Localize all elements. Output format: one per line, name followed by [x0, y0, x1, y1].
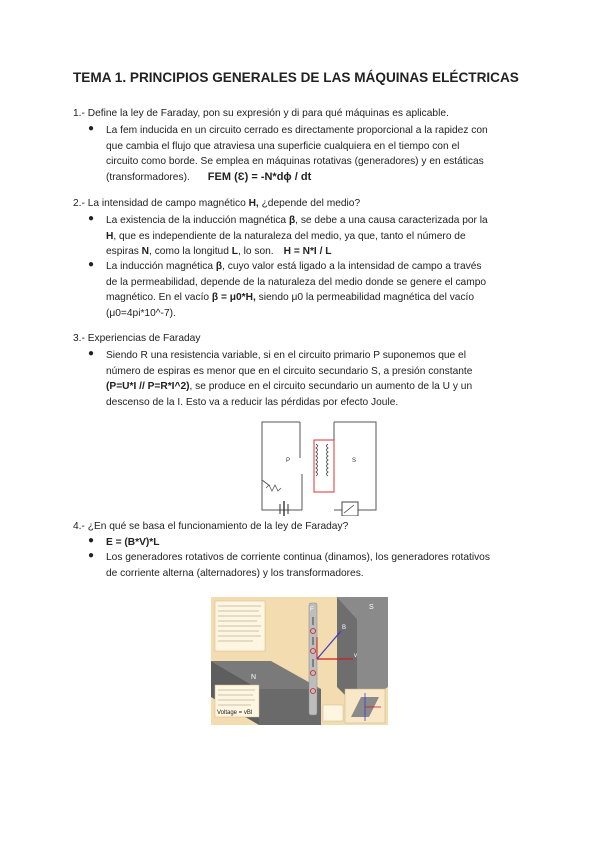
question-1: 1.- Define la ley de Faraday, pon su expresión y di para qué máquinas es aplicable. — [73, 108, 449, 119]
text-line: que cambia el flujo que atraviesa una superficie cualquiera en el tiempo con el — [106, 140, 460, 152]
text-line: magnético. En el vacío β = μ0*H, siendo μ0 la permeabilidad magnética del vacío — [106, 292, 475, 303]
text-line: descenso de la I. Esto va a reducir las pérdidas por efecto Joule. — [106, 396, 399, 408]
bullet-dot: ● — [88, 213, 95, 224]
bullet-dot: ● — [88, 259, 95, 270]
induced-voltage-diagram — [211, 597, 388, 725]
velocity-label: v — [354, 653, 357, 659]
text-line: (transformadores). — [106, 171, 190, 183]
south-label: S — [369, 604, 374, 611]
text-line: La existencia de la inducción magnética β, se debe a una causa caracterizada por la — [106, 215, 488, 226]
text-line: de corriente alterna (alternadores) y los transformadores. — [106, 567, 364, 579]
text-line: La fem inducida en un circuito cerrado es directamente proporcional a la rapidez con — [106, 125, 488, 136]
force-label: F — [310, 607, 314, 613]
text-line: Siendo R una resistencia variable, si en el circuito primario P suponemos que el — [106, 350, 466, 361]
question-4: 4.- ¿En qué se basa el funcionamiento de la ley de Faraday? — [73, 521, 349, 532]
text-line: circuito como borde. Se emplea en máquinas rotativas (generadores) y en estáticas — [106, 156, 484, 167]
text-line: de la permeabilidad, depende de la naturaleza del medio donde se genere el campo — [106, 276, 487, 288]
text-line: H, que es independiente de la naturaleza del medio, ya que, tanto el número de — [106, 230, 466, 242]
emf-formula: E = (B*V)*L — [106, 537, 160, 548]
text-line: La inducción magnética β, cuyo valor está ligado a la intensidad de campo a través — [106, 261, 482, 272]
bullet-dot: ● — [88, 550, 95, 561]
text-line: (P=U*I // P=R*I^2), se produce en el circuito secundario un aumento de la U y un — [106, 381, 473, 392]
text-line: (μ0=4pi*10^-7). — [106, 307, 176, 319]
voltage-label: Voltage = vBl — [217, 710, 253, 716]
bullet-dot: ● — [88, 123, 95, 134]
bullet-dot: ● — [88, 535, 95, 546]
faraday-formula: FEM (Ɛ) = -N*dϕ / dt — [207, 170, 312, 183]
bullet-dot: ● — [88, 348, 95, 359]
text-line: espiras N, como la longitud L, lo son. H = N*I / L — [106, 246, 332, 257]
secondary-label: S — [352, 458, 357, 464]
primary-label: P — [286, 458, 291, 464]
question-3: 3.- Experiencias de Faraday — [73, 333, 201, 344]
faraday-experiment-diagram — [258, 414, 380, 516]
field-formula: H = N*I / L — [283, 246, 332, 257]
text-line: Los generadores rotativos de corriente continua (dinamos), los generadores rotativos — [106, 552, 490, 563]
question-2: 2.- La intensidad de campo magnético H, ¿depende del medio? — [73, 198, 361, 209]
text-line: número de espiras es menor que en el circuito secundario S, a presión constante — [106, 365, 473, 377]
field-label: B — [342, 625, 347, 631]
north-label: N — [251, 674, 257, 681]
page-title: TEMA 1. PRINCIPIOS GENERALES DE LAS MÁQUINAS ELÉCTRICAS — [73, 70, 519, 85]
